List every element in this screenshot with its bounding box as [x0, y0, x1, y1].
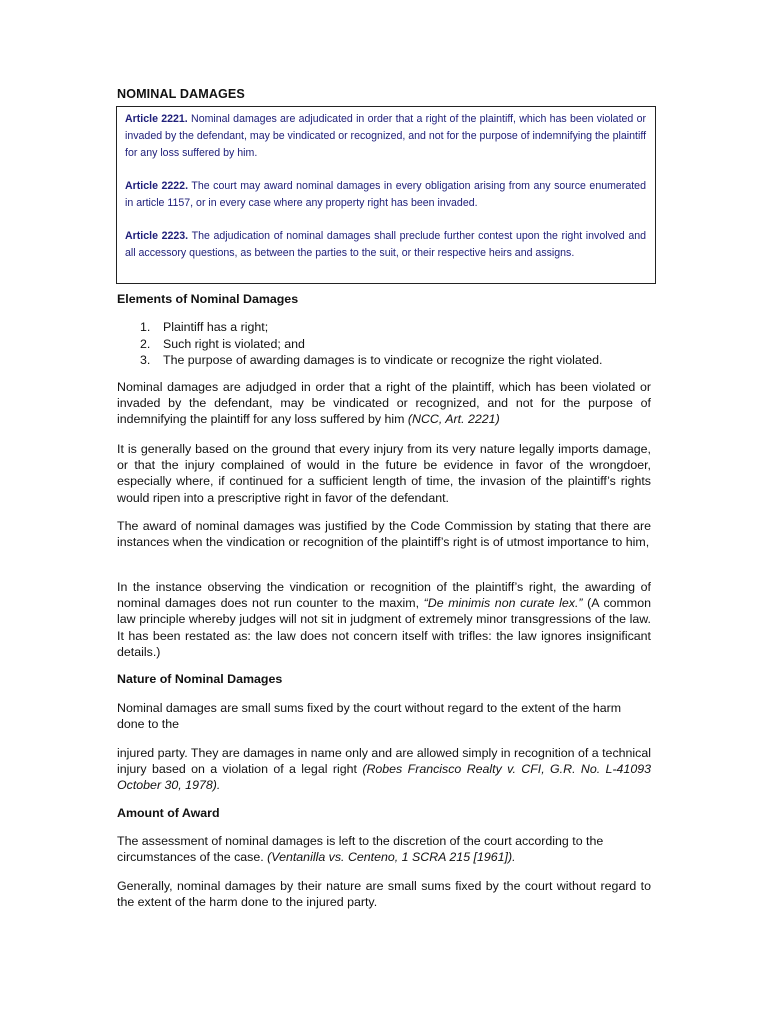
paragraph-text: injured party. They are damages in name only and are allowed simply in recognition of a technical injury based on a violation of a legal right: [117, 746, 652, 777]
list-number: 3.: [140, 353, 151, 368]
nature-heading: Nature of Nominal Damages: [117, 672, 283, 686]
citation: (Ventanilla vs. Centeno, 1 SCRA 215 [1961]).: [267, 850, 516, 865]
elements-heading: Elements of Nominal Damages: [117, 292, 299, 306]
maxim-quote: “De minimis non curate lex.”: [423, 596, 583, 611]
paragraph-amount-2: Generally, nominal damages by their nature are small sums fixed by the court without regard to the extent of the harm done to the injured party.: [117, 879, 651, 910]
list-text: The purpose of awarding damages is to vindicate or recognize the right violated.: [163, 353, 603, 368]
articles-box: [116, 106, 656, 284]
article-2222: [125, 178, 646, 212]
article-label: Article 2221.: [125, 113, 188, 125]
list-number: 1.: [140, 320, 151, 334]
paragraph-text: (A common law principle whereby judges will not sit in judgment of extremely minor transgressions of the law. It has been restated as: the law does not concern itself with trifles: the law ignores insignificant details.): [117, 596, 651, 659]
article-label: Article 2223.: [125, 230, 189, 242]
paragraph-nature-2: [117, 745, 651, 794]
citation: (NCC, Art. 2221): [407, 412, 500, 427]
article-2223: [125, 228, 646, 262]
paragraph-text: In the instance observing the vindication or recognition of the plaintiff’s right, the awarding of nominal damages does not run counter to the maxim,: [117, 580, 651, 611]
paragraph-text: The assessment of nominal damages is left to the discretion of the court according to the circumstances of the case.: [117, 834, 604, 865]
article-text: The court may award nominal damages in every obligation arising from any source enumerated in article 1157, or in every case where any property right has been invaded.: [125, 180, 646, 209]
list-item: [117, 336, 651, 353]
paragraph-text: Nominal damages are adjudged in order that a right of the plaintiff, which has been violated or invaded by the defendant, may be vindicated or recognized, and not for the purpose of indemnifying the plaintiff for any loss suffered by him: [117, 380, 651, 427]
article-label: Article 2222.: [125, 180, 189, 192]
paragraph-code-commission: The award of nominal damages was justified by the Code Commission by stating that there are instances when the vindication or recognition of the plaintiff’s right is of utmost importance to him,: [117, 519, 651, 550]
amount-heading: Amount of Award: [117, 806, 220, 820]
article-text: The adjudication of nominal damages shall preclude further contest upon the right involved and all accessory questions, as between the parties to the suit, or their respective heirs and assigns.: [125, 230, 646, 259]
article-text: Nominal damages are adjudicated in order that a right of the plaintiff, which has been violated or invaded by the defendant, may be vindicated or recognized, and not for the purpose of indemnifying the plaintiff for any loss suffered by him.: [125, 113, 647, 159]
list-item: [117, 352, 651, 369]
list-number: 2.: [140, 336, 151, 351]
paragraph-maxim: [117, 579, 651, 660]
article-2221: [125, 111, 646, 162]
citation: (Robes Francisco Realty v. CFI, G.R. No. L-41093 October 30, 1978).: [117, 762, 651, 793]
elements-list: [117, 319, 651, 369]
list-item: [117, 319, 651, 336]
paragraph-nature-1: Nominal damages are small sums fixed by the court without regard to the extent of the harm done to the: [117, 701, 622, 732]
list-text: Such right is violated; and: [163, 336, 305, 351]
paragraph-amount-1: [117, 833, 651, 865]
paragraph-ground: It is generally based on the ground that every injury from its very nature legally imports damage, or that the injury complained of would in the future be evidence in favor of the wrongdoer, especially where, if continued for a sufficient length of time, the invasion of the plaintiff’s rights would ripen into a prescriptive right in favor of the defendant.: [117, 442, 651, 505]
paragraph-adjudged: [117, 379, 651, 428]
page-title: NOMINAL DAMAGES: [117, 87, 245, 101]
list-text: Plaintiff has a right;: [163, 320, 269, 334]
